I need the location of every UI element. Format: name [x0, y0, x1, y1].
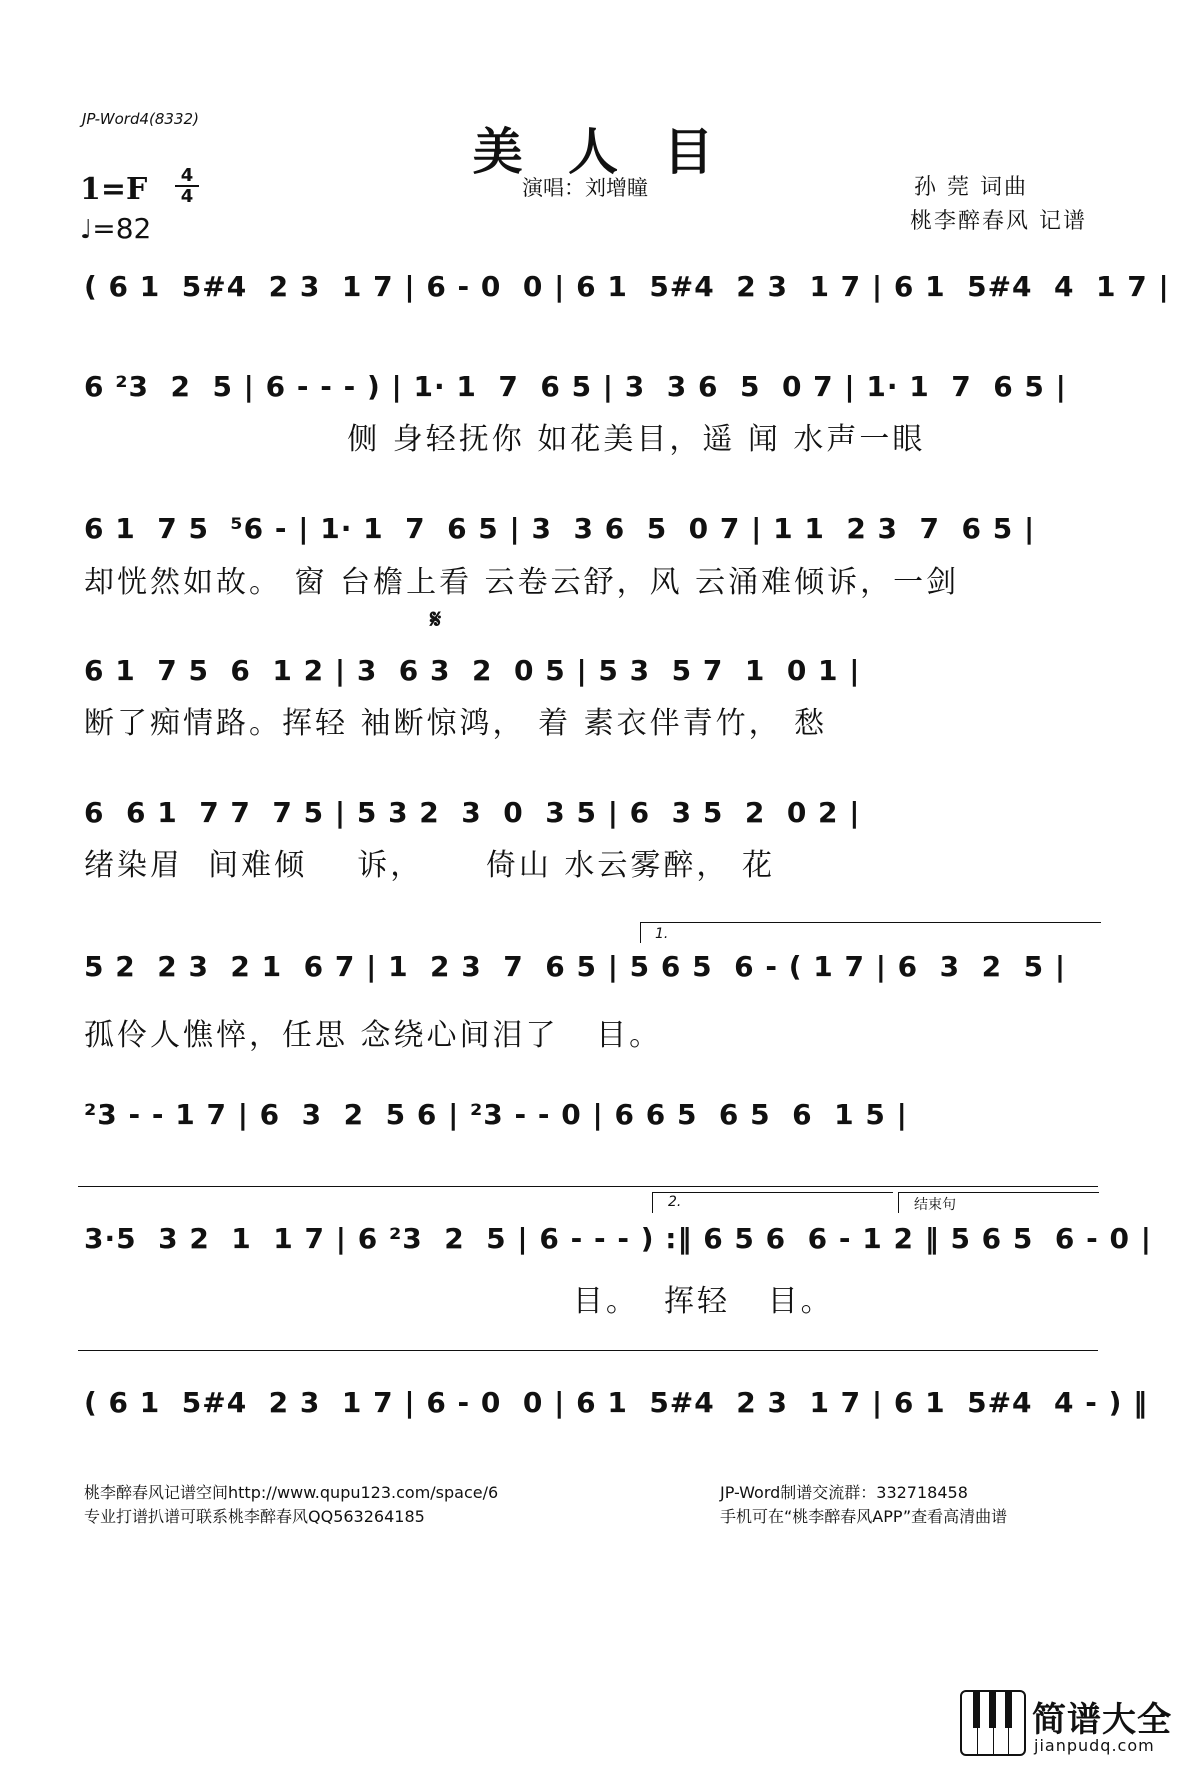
footer-space-link: 桃李醉春风记谱空间http://www.qupu123.com/space/6 [84, 1483, 499, 1502]
ending-label: 结束句 [914, 1197, 956, 1213]
score-line-1-notes: ( 6 1 5#4 2 3 1 7 | 6 - 0 0 | 6 1 5#4 2 3 1 7 | 6 1 5#4 4 1 7 | [84, 270, 1170, 303]
score-line-4-notes: 6 1 7 5 6 1 2 | 3 6 3 2 0 5 | 5 3 5 7 1 0 1 | [84, 654, 861, 687]
site-logo [960, 1690, 1190, 1760]
time-signature-top: 4 [180, 165, 194, 186]
score-line-8-lyrics: 目。 挥轻 目。 [84, 1284, 834, 1319]
volta-2-label: 2. [668, 1194, 682, 1210]
score-line-9-notes: ( 6 1 5#4 2 3 1 7 | 6 - 0 0 | 6 1 5#4 2 3 1 7 | 6 1 5#4 4 - ) ‖ [84, 1386, 1149, 1419]
system-bracket-line-2 [78, 1350, 1098, 1371]
score-line-2-notes: 6 ²3 2 5 | 6 - - - ) | 1· 1 7 6 5 | 3 3 6 5 0 7 | 1· 1 7 6 5 | [84, 370, 1067, 403]
score-line-6-lyrics: 孤伶人憔悴，任思 念绕心间泪了 目。 [84, 1018, 663, 1053]
tempo-value: =82 [92, 212, 152, 245]
lyrics-music-credit: 孙 莞 词曲 [914, 175, 1028, 200]
song-title: 美 人 目 [472, 122, 728, 181]
score-line-5-lyrics: 绪染眉 间难倾 诉， 倚山 水云雾醉， 花 [84, 848, 775, 883]
time-signature-bottom: 4 [180, 186, 194, 207]
logo-text: 简谱大全 [1032, 1700, 1172, 1740]
piano-icon [960, 1690, 1026, 1756]
volta-1-bracket [640, 922, 1101, 943]
score-line-6-notes: 5 2 2 3 2 1 6 7 | 1 2 3 7 6 5 | 5 6 5 6 - ( 1 7 | 6 3 2 5 | [84, 950, 1067, 983]
volta-1-label: 1. [655, 926, 669, 942]
score-line-4-lyrics: 断了痴情路。挥轻 袖断惊鸿， 着 素衣伴青竹， 愁 [84, 706, 828, 741]
footer-app-note: 手机可在“桃李醉春风APP”查看高清曲谱 [720, 1507, 1008, 1526]
score-line-5-notes: 6 6 1 7 7 7 5 | 5 3 2 3 0 3 5 | 6 3 5 2 0 2 | [84, 796, 861, 829]
logo-url: jianpudq.com [1034, 1736, 1155, 1755]
score-line-3-lyrics: 却恍然如故。 窗 台檐上看 云卷云舒，风 云涌难倾诉，一剑 [84, 565, 960, 600]
score-line-7-notes: ²3 - - 1 7 | 6 3 2 5 6 | ²3 - - 0 | 6 6 5 6 5 6 1 5 | [84, 1098, 908, 1131]
segno-icon: 𝄋 [430, 605, 442, 635]
quarter-note-icon: ♩ [80, 215, 93, 245]
footer-contact: 专业打谱扒谱可联系桃李醉春风QQ563264185 [84, 1507, 425, 1526]
software-label: JP-Word4(8332) [82, 110, 199, 128]
footer-group: JP-Word制谱交流群：332718458 [720, 1483, 968, 1502]
key-signature: 1=F [80, 172, 148, 207]
singer-credit: 演唱：刘增瞳 [522, 176, 648, 200]
volta-2-bracket [652, 1192, 893, 1213]
tempo-mark [80, 212, 151, 245]
time-signature [175, 166, 199, 206]
score-line-8-notes: 3·5 3 2 1 1 7 | 6 ²3 2 5 | 6 - - - ) :‖ 6 5 6 6 - 1 2 ‖ 5 6 5 6 - 0 | [84, 1222, 1152, 1255]
score-line-3-notes: 6 1 7 5 ⁵6 - | 1· 1 7 6 5 | 3 3 6 5 0 7 | 1 1 2 3 7 6 5 | [84, 512, 1036, 545]
score-line-2-lyrics: 侧 身轻抚你 如花美目，遥 闻 水声一眼 [84, 422, 926, 457]
transcriber-credit: 桃李醉春风 记谱 [910, 209, 1087, 234]
